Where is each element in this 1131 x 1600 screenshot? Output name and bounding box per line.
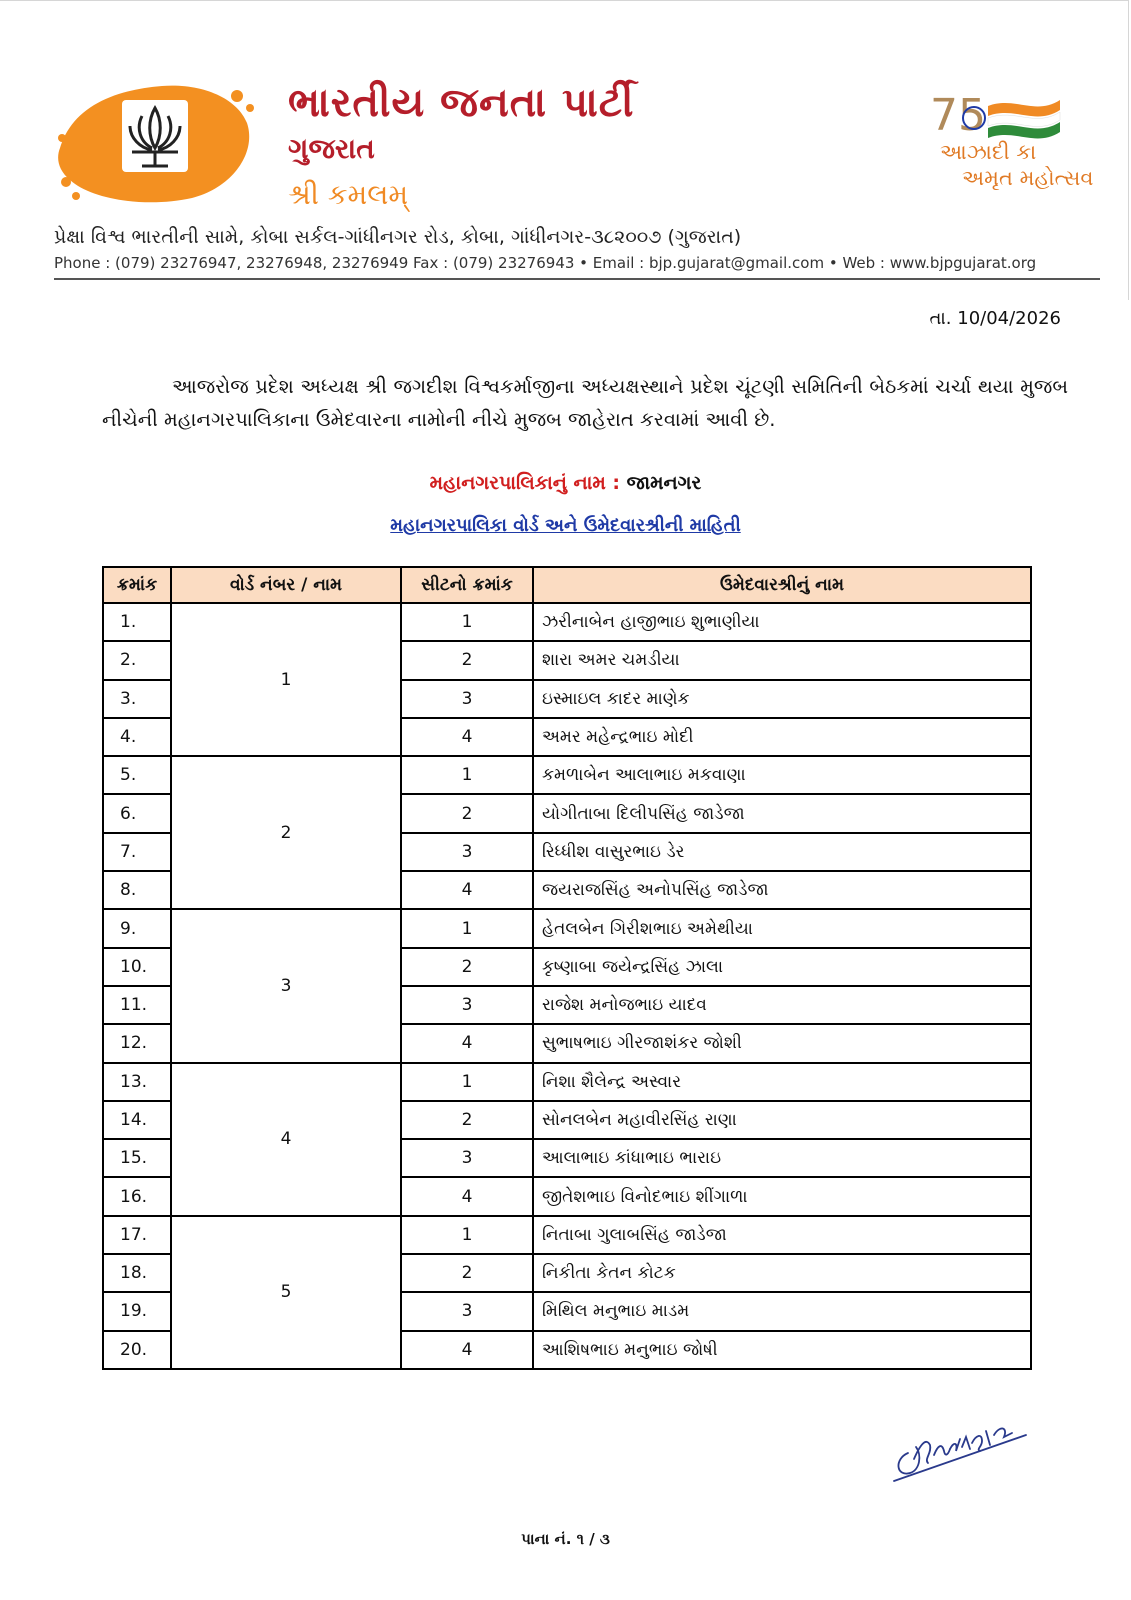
header-seat: સીટનો ક્રમાંક (401, 567, 533, 603)
ward-number: 3 (171, 909, 401, 1062)
table-row (103, 1216, 1031, 1254)
candidate-name: યોગીતાબા દિલીપસિંહ જાડેજા (533, 794, 1031, 832)
ward-number: 1 (171, 603, 401, 756)
corporation-name: જામનગર (626, 472, 702, 494)
seat-number: 2 (401, 1254, 533, 1292)
serial-number: 1. (103, 603, 171, 641)
seat-number: 1 (401, 1063, 533, 1101)
serial-number: 6. (103, 794, 171, 832)
header-ward: વોર્ડ નંબર / નામ (171, 567, 401, 603)
emblem-number: 75 (930, 90, 986, 141)
announcement-paragraph: આજરોજ પ્રદેશ અધ્યક્ષ શ્રી જગદીશ વિશ્વકર્માજીના અધ્યક્ષસ્થાને પ્રદેશ ચૂંટણી સમિતિની બેઠકમાં ચર્ચા થયા મુજબ નીચેની મહાનગરપાલિકાના ઉમેદવારના નામોની નીચે મુજબ જાહેરાત કરવામાં આવી છે. (102, 375, 1068, 431)
seat-number: 3 (401, 680, 533, 718)
candidate-name: રાજેશ મનોજભાઇ યાદવ (533, 986, 1031, 1024)
serial-number: 11. (103, 986, 171, 1024)
serial-number: 5. (103, 756, 171, 794)
candidate-name: સુભાષભાઇ ગીરજાશંકર જોશી (533, 1024, 1031, 1062)
candidate-name: સોનલબેન મહાવીરસિંહ રાણા (533, 1101, 1031, 1139)
seat-number: 1 (401, 1216, 533, 1254)
serial-number: 10. (103, 948, 171, 986)
candidate-name: જયરાજસિંહ અનોપસિંહ જાડેજા (533, 871, 1031, 909)
candidate-table (102, 566, 1032, 1370)
candidate-name: નિશા શૈલેન્દ્ર અસ્વાર (533, 1063, 1031, 1101)
party-name: ભારતીય જનતા પાર્ટી (288, 80, 635, 126)
bjp-lotus-logo-icon (52, 78, 262, 208)
serial-number: 7. (103, 833, 171, 871)
corporation-heading (0, 472, 1131, 494)
page-number: પાના નં. ૧ / ૩ (521, 1530, 610, 1548)
seat-number: 3 (401, 833, 533, 871)
candidate-name: ઇસ્માઇલ કાદર માણેક (533, 680, 1031, 718)
seat-number: 4 (401, 718, 533, 756)
serial-number: 19. (103, 1292, 171, 1330)
serial-number: 3. (103, 680, 171, 718)
candidate-name: મિથિલ મનુભાઇ માડમ (533, 1292, 1031, 1330)
candidate-name: ઝરીનાબેન હાજીભાઇ શુભાણીયા (533, 603, 1031, 641)
candidate-name: શારા અમર ચમડીયા (533, 641, 1031, 679)
header-divider (54, 278, 1100, 280)
table-subheading: મહાનગરપાલિકા વોર્ડ અને ઉમેદવારશ્રીની માહિતી (390, 515, 741, 536)
serial-number: 14. (103, 1101, 171, 1139)
letter-date: તા. 10/04/2026 (929, 308, 1061, 329)
seat-number: 1 (401, 603, 533, 641)
seat-number: 2 (401, 794, 533, 832)
candidate-name: હેતલબેન ગિરીશભાઇ અમેથીયા (533, 909, 1031, 947)
seat-number: 1 (401, 756, 533, 794)
seat-number: 4 (401, 1177, 533, 1215)
serial-number: 13. (103, 1063, 171, 1101)
seat-number: 2 (401, 1101, 533, 1139)
corporation-label: મહાનગરપાલિકાનું નામ : (429, 472, 620, 494)
serial-number: 4. (103, 718, 171, 756)
ward-number: 4 (171, 1063, 401, 1216)
emblem-text-line1: આઝાદી કા (940, 140, 1037, 164)
serial-number: 15. (103, 1139, 171, 1177)
office-address: પ્રેક્ષા વિશ્વ ભારતીની સામે, કોબા સર્કલ-ગાંધીનગર રોડ, કોબા, ગાંધીનગર-૩૮૨૦૦૭ (ગુજરાત) (54, 226, 742, 248)
table-row (103, 1063, 1031, 1101)
serial-number: 2. (103, 641, 171, 679)
header-serial: ક્રમાંક (103, 567, 171, 603)
candidate-name: કૃષ્ણાબા જયેન્દ્રસિંહ ઝાલા (533, 948, 1031, 986)
candidate-name: કમળાબેન આલાભાઇ મકવાણા (533, 756, 1031, 794)
emblem-text-line2: અમૃત મહોત્સવ (962, 166, 1094, 190)
handwritten-signature-icon (890, 1415, 1030, 1485)
seat-number: 2 (401, 948, 533, 986)
seat-number: 3 (401, 1139, 533, 1177)
serial-number: 16. (103, 1177, 171, 1215)
seat-number: 3 (401, 986, 533, 1024)
serial-number: 8. (103, 871, 171, 909)
candidate-name: આશિષભાઇ મનુભાઇ જોષી (533, 1331, 1031, 1369)
table-row (103, 603, 1031, 641)
seat-number: 2 (401, 641, 533, 679)
seat-number: 3 (401, 1292, 533, 1330)
candidate-name: રિધ્ધીશ વાસુરભાઇ ડેર (533, 833, 1031, 871)
table-row (103, 756, 1031, 794)
serial-number: 18. (103, 1254, 171, 1292)
serial-number: 12. (103, 1024, 171, 1062)
candidate-name: નિકીતા કેતન કોટક (533, 1254, 1031, 1292)
seat-number: 4 (401, 871, 533, 909)
candidate-name: નિતાબા ગુલાબસિંહ જાડેજા (533, 1216, 1031, 1254)
serial-number: 20. (103, 1331, 171, 1369)
table-header-row (103, 567, 1031, 603)
ward-number: 5 (171, 1216, 401, 1369)
candidate-table-body (103, 603, 1031, 1369)
table-row (103, 909, 1031, 947)
contact-details: Phone : (079) 23276947, 23276948, 23276949 Fax : (079) 23276943 • Email : bjp.gujarat@gmail.com • Web : www.bjpgujarat.org (54, 254, 1037, 272)
candidate-name: જીતેશભાઇ વિનોદભાઇ શીંગાળા (533, 1177, 1031, 1215)
state-name: ગુજરાત (288, 132, 375, 165)
serial-number: 17. (103, 1216, 171, 1254)
header-candidate: ઉમેદવારશ્રીનું નામ (533, 567, 1031, 603)
seat-number: 1 (401, 909, 533, 947)
seat-number: 4 (401, 1024, 533, 1062)
candidate-name: અમર મહેન્દ્રભાઇ મોદી (533, 718, 1031, 756)
office-name: શ્રી કમલમ્ (288, 178, 409, 211)
candidate-name: આલાભાઇ કાંધાભાઇ ભારાઇ (533, 1139, 1031, 1177)
serial-number: 9. (103, 909, 171, 947)
seat-number: 4 (401, 1331, 533, 1369)
ward-number: 2 (171, 756, 401, 909)
